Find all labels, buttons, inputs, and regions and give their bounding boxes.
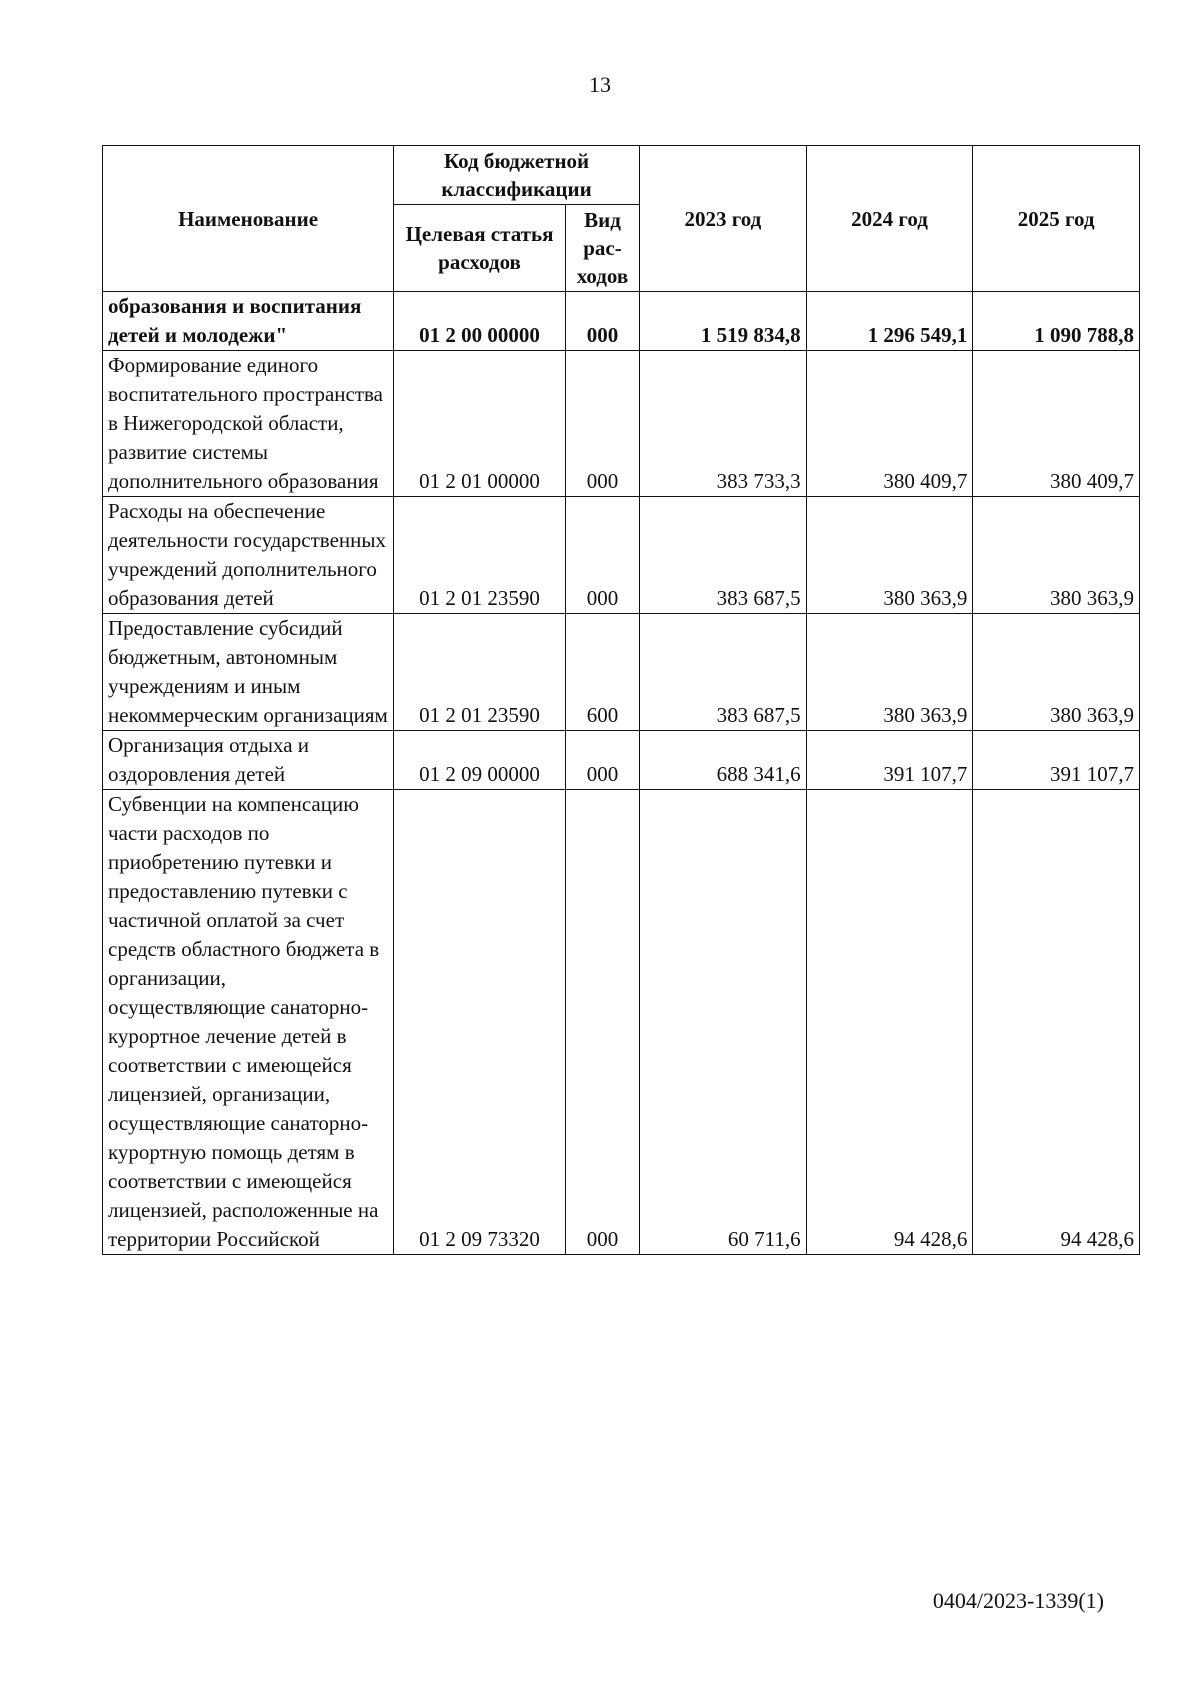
header-expense-type: Вид рас-ходов [565,205,639,292]
row-code: 01 2 09 00000 [394,731,566,790]
row-2023: 383 687,5 [640,614,807,731]
row-2024: 94 428,6 [806,790,973,1255]
row-2025: 94 428,6 [973,790,1140,1255]
document-number: 0404/2023-1339(1) [932,1588,1104,1613]
row-name: Формирование единого воспитательного пространства в Нижегородской области, развитие системы дополнительного образования [103,351,394,497]
row-kind: 000 [565,292,639,351]
row-2024: 380 363,9 [806,614,973,731]
row-name: Организация отдыха и оздоровления детей [103,731,394,790]
row-code: 01 2 09 73320 [394,790,566,1255]
row-2025: 380 363,9 [973,497,1140,614]
row-2023: 383 687,5 [640,497,807,614]
row-name: Предоставление субсидий бюджетным, автономным учреждениям и иным некоммерческим организациям [103,614,394,731]
row-kind: 000 [565,497,639,614]
row-2025: 391 107,7 [973,731,1140,790]
header-name: Наименование [103,146,394,292]
row-2024: 391 107,7 [806,731,973,790]
row-2023: 383 733,3 [640,351,807,497]
row-name: Расходы на обеспечение деятельности государственных учреждений дополнительного образования детей [103,497,394,614]
table-row [103,731,1140,790]
table-row [103,351,1140,497]
budget-table [102,145,1140,1255]
row-name: Субвенции на компенсацию части расходов по приобретению путевки и предоставлению путевки с частичной оплатой за счет средств областного бюджета в организации, осуществляющие санаторно-курортное лечение детей в соответствии с имеющейся лицензией, организации, осуществляющие санаторно-курортную помощь детям в соответствии с имеющейся лицензией, расположенные на территории Российской [103,790,394,1255]
header-budget-code: Код бюджетной классификации [394,146,640,205]
header-2023: 2023 год [640,146,807,292]
table-row [103,790,1140,1255]
row-2024: 1 296 549,1 [806,292,973,351]
table-row [103,292,1140,351]
row-kind: 000 [565,790,639,1255]
row-name: образования и воспитания детей и молодежи" [103,292,394,351]
row-kind: 000 [565,351,639,497]
page-number: 13 [589,72,611,97]
row-code: 01 2 01 00000 [394,351,566,497]
row-2024: 380 363,9 [806,497,973,614]
row-kind: 600 [565,614,639,731]
row-2023: 1 519 834,8 [640,292,807,351]
table-row [103,614,1140,731]
header-2024: 2024 год [806,146,973,292]
row-2025: 380 363,9 [973,614,1140,731]
header-2025: 2025 год [973,146,1140,292]
table-row [103,497,1140,614]
row-2025: 1 090 788,8 [973,292,1140,351]
row-code: 01 2 01 23590 [394,497,566,614]
row-2025: 380 409,7 [973,351,1140,497]
row-2024: 380 409,7 [806,351,973,497]
header-target-article: Целевая статья расходов [394,205,566,292]
row-code: 01 2 00 00000 [394,292,566,351]
row-kind: 000 [565,731,639,790]
row-2023: 688 341,6 [640,731,807,790]
row-code: 01 2 01 23590 [394,614,566,731]
row-2023: 60 711,6 [640,790,807,1255]
